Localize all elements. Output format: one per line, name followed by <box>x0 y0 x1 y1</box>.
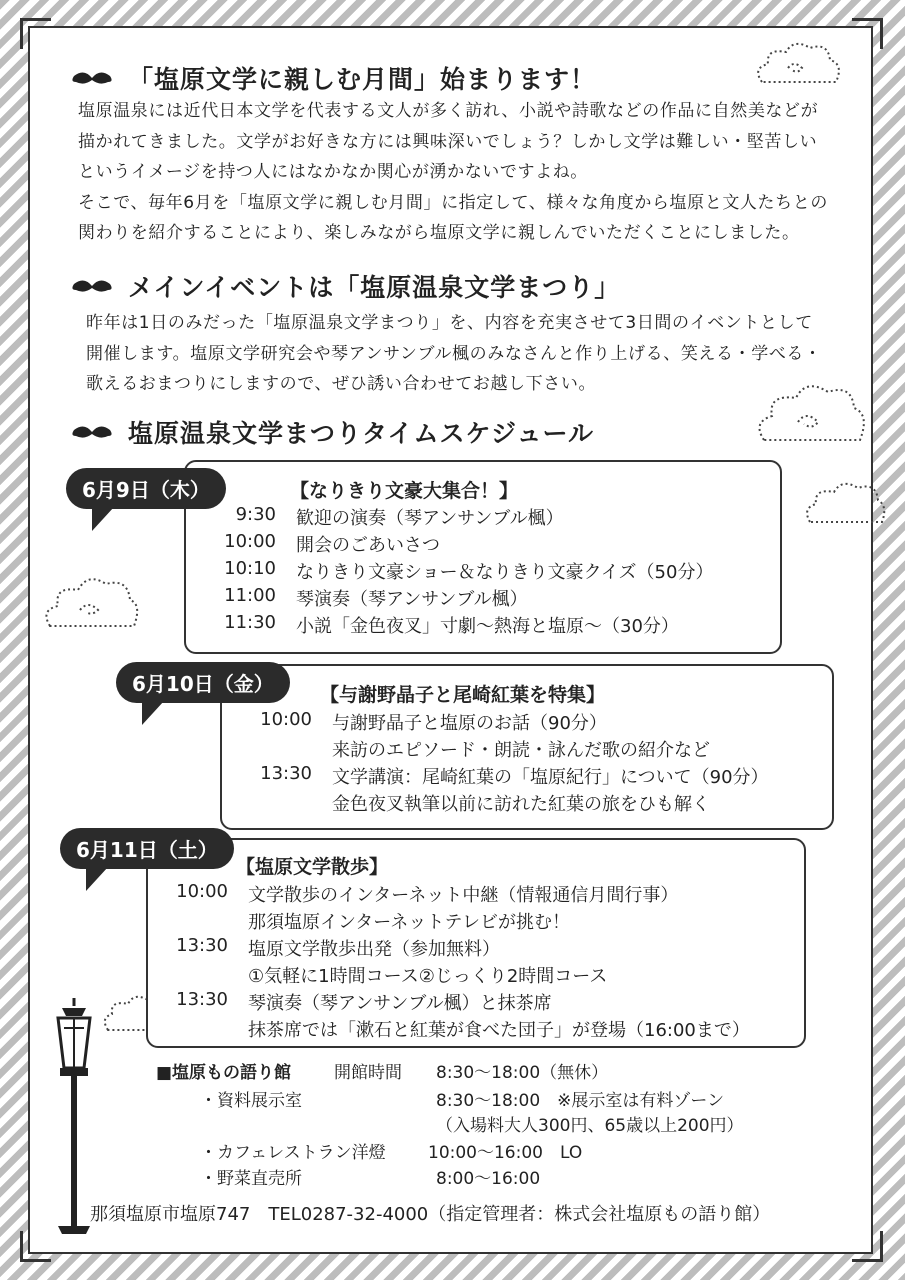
schedule-row: 10:00 文学散歩のインターネット中継（情報通信月間行事） <box>176 881 679 906</box>
event-paragraph: 昨年は1日のみだった「塩原温泉文学まつり」を、内容を充実させて3日間のイベントとして 開催します。塩原文学研究会や琴アンサンブル楓のみなさんと作り上げる、笑える・学べる・ 歌えるおまつりにしますので、ぜひ誘い合わせてお越し下さい。 <box>86 313 822 394</box>
schedule-title: 【塩原文学散歩】 <box>236 856 389 878</box>
date-badge: 6月11日（土） <box>60 828 234 869</box>
hours-value: 8:30〜18:00（無休） <box>436 1063 609 1083</box>
mustache-icon <box>70 424 114 440</box>
corner-ornament <box>20 1231 51 1262</box>
schedule-row: 11:00 琴演奏（琴アンサンブル楓） <box>224 585 528 610</box>
section-heading: 塩原温泉文学まつりタイムスケジュール <box>70 414 594 450</box>
schedule-row: 13:30 文学講演：尾崎紅葉の「塩原紀行」について（90分） <box>260 763 769 788</box>
facility-item-label: ・資料展示室 <box>200 1091 302 1111</box>
section-heading: メインイベントは「塩原温泉文学まつり」 <box>70 268 620 304</box>
facility-item-value: 8:30〜18:00 ※展示室は有料ゾーン <box>436 1091 725 1111</box>
cloud-icon <box>40 572 142 634</box>
facility-item-value: （入場料大人300円、65歳以上200円） <box>436 1116 744 1136</box>
corner-ornament <box>20 18 51 49</box>
facility-item-label: ・野菜直売所 <box>200 1169 302 1189</box>
facility-item-label: ・カフェレストラン洋燈 <box>200 1143 386 1163</box>
schedule-row: ①気軽に1時間コース②じっくり2時間コース <box>248 966 608 987</box>
schedule-row: 10:00 開会のごあいさつ <box>224 531 440 556</box>
cloud-icon <box>752 38 844 90</box>
schedule-row: 13:30 琴演奏（琴アンサンブル楓）と抹茶席 <box>176 989 552 1014</box>
schedule-row: 11:30 小説「金色夜叉」寸劇〜熱海と塩原〜（30分） <box>224 612 679 637</box>
facility-item-value: 10:00〜16:00 LO <box>428 1143 583 1163</box>
hours-label: 開館時間 <box>334 1063 402 1083</box>
schedule-row: 金色夜叉執筆以前に訪れた紅葉の旅をひも解く <box>332 794 710 815</box>
cloud-icon <box>802 476 888 530</box>
schedule-row: 来訪のエピソード・朗読・詠んだ歌の紹介など <box>332 740 710 761</box>
address-line: 那須塩原市塩原747 TEL0287-32-4000（指定管理者：株式会社塩原もの語り館） <box>90 1204 771 1225</box>
schedule-row: 那須塩原インターネットテレビが挑む！ <box>248 912 571 933</box>
street-lamp-icon <box>44 998 104 1234</box>
date-badge: 6月9日（木） <box>66 468 226 509</box>
date-badge: 6月10日（金） <box>116 662 290 703</box>
mustache-icon <box>70 278 114 294</box>
schedule-row: 抹茶席では「漱石と紅葉が食べた団子」が登場（16:00まで） <box>248 1020 750 1041</box>
schedule-title: 【与謝野晶子と尾崎紅葉を特集】 <box>320 684 606 706</box>
section-heading: 「塩原文学に親しむ月間」始まります！ <box>70 60 596 96</box>
intro-paragraph: 塩原温泉には近代日本文学を代表する文人が多く訪れ、小説や詩歌などの作品に自然美などが 描かれてきました。文学がお好きな方には興味深いでしょう？しかし文学は難しい・堅苦しい というイメージを持つ人にはなかなか関心が湧かないですよね。 そこで、毎年6月を「塩原文学に親しむ月間」に指定して、様々な角度から塩原と文人たちとの 関わりを紹介することにより、楽しみながら塩原文学に親しんでいただくことにしました。 <box>78 101 828 243</box>
schedule-row: 10:00 与謝野晶子と塩原のお話（90分） <box>260 709 607 734</box>
corner-ornament <box>852 1231 883 1262</box>
facility-item-value: 8:00〜16:00 <box>436 1169 541 1189</box>
facility-name: ■塩原もの語り館 <box>156 1063 292 1083</box>
mustache-icon <box>70 70 114 86</box>
schedule-title: 【なりきり文豪大集合！】 <box>290 480 519 502</box>
schedule-row: 10:10 なりきり文豪ショー＆なりきり文豪クイズ（50分） <box>224 558 714 583</box>
schedule-row: 13:30 塩原文学散歩出発（参加無料） <box>176 935 500 960</box>
corner-ornament <box>852 18 883 49</box>
schedule-row: 9:30 歓迎の演奏（琴アンサンブル楓） <box>235 504 564 529</box>
